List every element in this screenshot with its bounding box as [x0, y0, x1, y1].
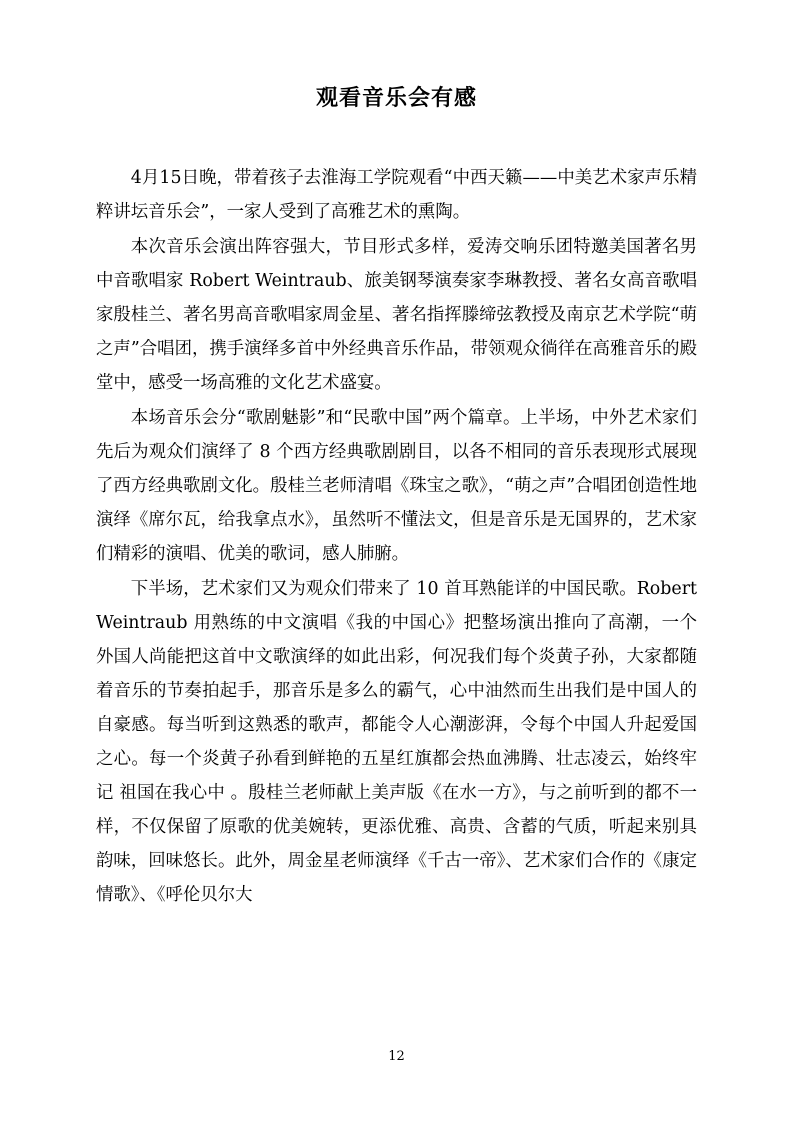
body-paragraph: 本次音乐会演出阵容强大，节目形式多样，爱涛交响乐团特邀美国著名男中音歌唱家 Robert Weintraub、旅美钢琴演奏家李琳教授、著名女高音歌唱家殷桂兰、著名男高音歌唱家周金星、著名指挥滕缔弦教授及南京艺术学院“萌之声”合唱团，携手演绎多首中外经典音乐作品，带领观众徜徉在高雅音乐的殿堂中，感受一场高雅的文化艺术盛宴。 — [96, 236, 697, 393]
body-paragraph: 下半场，艺术家们又为观众们带来了 10 首耳熟能详的中国民歌。Robert Weintraub 用熟练的中文演唱《我的中国心》把整场演出推向了高潮，一个外国人尚能把这首中文歌演绎的如此出彩，何况我们每个炎黄子孙，大家都随着音乐的节奏拍起手，那音乐是多么的霸气，心中油然而生出我们是中国人的自豪感。每当听到这熟悉的歌声，都能令人心潮澎湃，令每个中国人升起爱国之心。每一个炎黄子孙看到鲜艳的五星红旗都会热血沸腾、壮志凌云，始终牢记 祖国在我心中 。殷桂兰老师献上美声版《在水一方》，与之前听到的都不一样，不仅保留了原歌的优美婉转，更添优雅、高贵、含蓄的气质，听起来别具韵味，回味悠长。此外，周金星老师演绎《千古一帝》、艺术家们合作的《康定情歌》、《呼伦贝尔大 — [96, 578, 697, 905]
body-paragraph: 本场音乐会分“歌剧魅影”和“民歌中国”两个篇章。上半场，中外艺术家们先后为观众们演绎了 8 个西方经典歌剧剧目，以各不相同的音乐表现形式展现了西方经典歌剧文化。殷桂兰老师清唱《珠宝之歌》，“萌之声”合唱团创造性地演绎《席尔瓦，给我拿点水》，虽然听不懂法文，但是音乐是无国界的，艺术家们精彩的演唱、优美的歌词，感人肺腑。 — [96, 407, 697, 564]
page-title: 观看音乐会有感 — [315, 86, 477, 111]
body-paragraph: 4月15日晚，带着孩子去淮海工学院观看“中西天籁——中美艺术家声乐精粹讲坛音乐会”，一家人受到了高雅艺术的熏陶。 — [96, 167, 697, 222]
page-number: 12 — [388, 1049, 405, 1064]
page-content — [96, 84, 697, 913]
